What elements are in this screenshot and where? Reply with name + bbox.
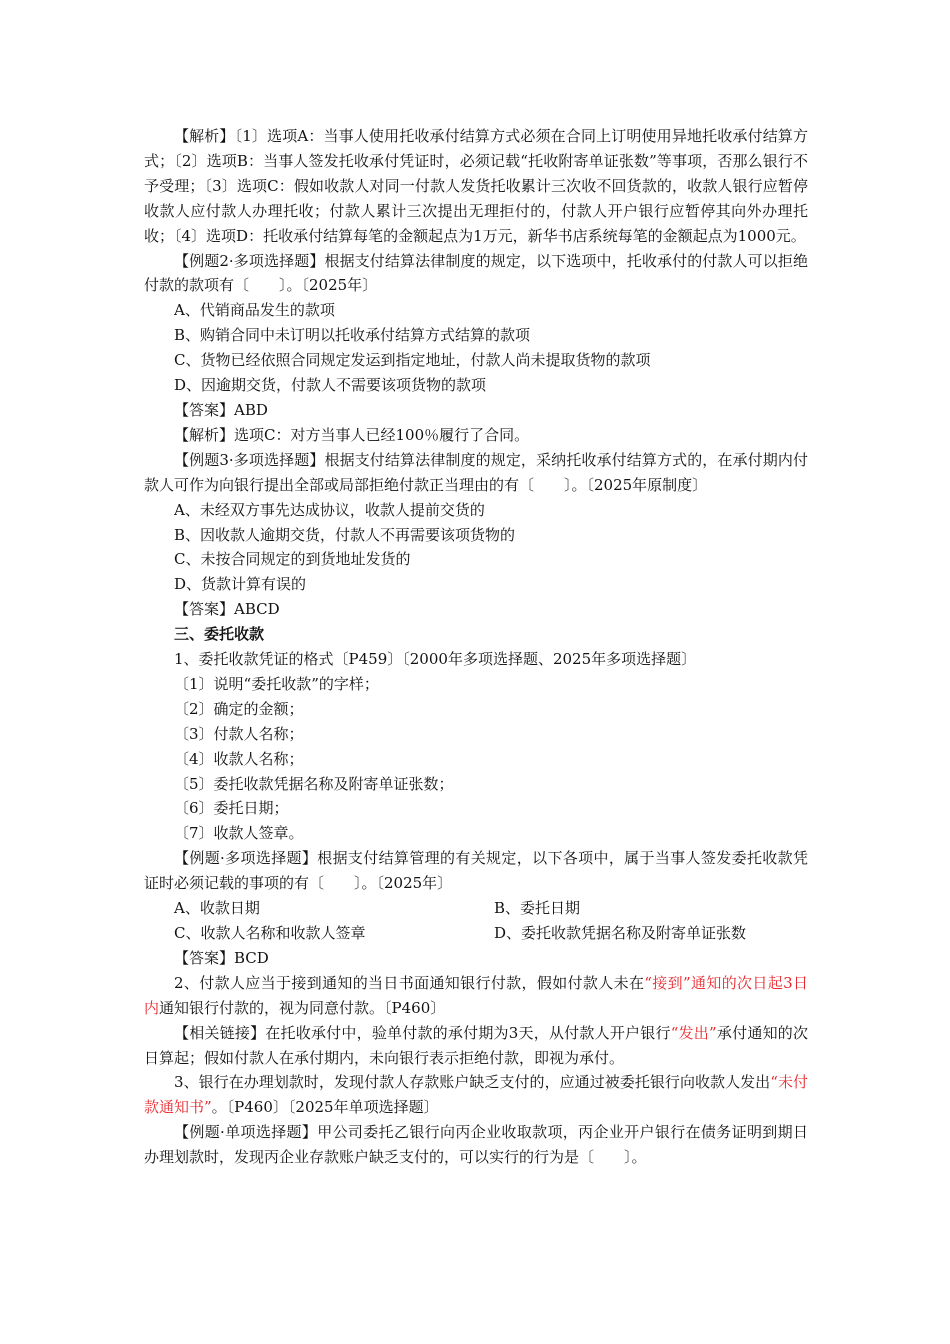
example-4-option-b: B、委托日期	[494, 899, 581, 918]
example-5-question: 【例题·单项选择题】甲公司委托乙银行向丙企业收取款项，丙企业开户银行在债务证明到期日办理划款时，发现丙企业存款账户缺乏支付的，可以实行的行为是〔 〕。	[144, 1123, 808, 1167]
example-2-option-b: B、购销合同中未订明以托收承付结算方式结算的款项	[174, 326, 531, 345]
section-heading: 三、委托收款	[174, 625, 265, 644]
item-3-text-pre: 3、银行在办理划款时，发现付款人存款账户缺乏支付的，应通过被委托银行向收款人发出	[174, 1073, 771, 1092]
example-4-option-a: A、收款日期	[174, 899, 260, 918]
example-3-answer: 【答案】ABCD	[174, 600, 280, 619]
example-2-answer: 【答案】ABD	[174, 400, 268, 419]
example-4-option-d: D、委托收款凭据名称及附寄单证张数	[494, 924, 747, 942]
item-3-highlight: “未付款通知书”	[144, 1073, 808, 1117]
example-3-option-d: D、货款计算有误的	[174, 575, 307, 594]
item-1-list-item: 〔7〕收款人签章。	[174, 824, 304, 843]
example-3-option-b: B、因收款人逾期交货，付款人不再需要该项货物的	[174, 525, 516, 544]
item-2-paragraph	[144, 971, 808, 1021]
item-2-highlight: “接到”通知的次日起3日内	[144, 973, 808, 1017]
item-1-list-item: 〔1〕说明“委托收款”的字样；	[174, 674, 379, 693]
example-4-options-row-1	[144, 896, 808, 921]
related-link-paragraph	[144, 1021, 808, 1071]
example-2-option-d: D、因逾期交货，付款人不需要该项货物的款项	[174, 376, 487, 395]
item-1-list-item: 〔5〕委托收款凭据名称及附寄单证张数；	[174, 774, 454, 793]
example-2-option-a: A、代销商品发生的款项	[174, 301, 335, 320]
item-1-title: 1、委托收款凭证的格式〔P459〕〔2000年多项选择题、2025年多项选择题〕	[174, 650, 697, 669]
example-4-option-c: C、收款人名称和收款人签章	[174, 924, 366, 942]
item-3-text-post: 。〔P460〕〔2025年单项选择题〕	[211, 1098, 439, 1117]
example-4-question: 【例题·多项选择题】根据支付结算管理的有关规定，以下各项中，属于当事人签发委托收款凭证时必须记载的事项的有〔 〕。〔2025年〕	[144, 849, 808, 893]
example-2-analysis: 【解析】选项C：对方当事人已经100％履行了合同。	[174, 425, 530, 444]
example-3-option-c: C、未按合同规定的到货地址发货的	[174, 550, 411, 569]
related-link-text-pre: 【相关链接】在托收承付中，验单付款的承付期为3天，从付款人开户银行	[174, 1023, 671, 1042]
analysis-paragraph: 【解析】〔1〕选项A：当事人使用托收承付结算方式必须在合同上订明使用异地托收承付结算方式；〔2〕选项B：当事人签发托收承付凭证时，必须记载“托收附寄单证张数”等事项，否那么银行不予受理；〔3〕选项C：假如收款人对同一付款人发货托收累计三次收不回货款的，收款人银行应暂停收款人应付款人办理托收；付款人累计三次提出无理拒付的，付款人开户银行应暂停其向外办理托收；〔4〕选项D：托收承付结算每笔的金额起点为1万元，新华书店系统每笔的金额起点为1000元。	[144, 127, 808, 245]
item-1-list-item: 〔2〕确定的金额；	[174, 699, 304, 718]
related-link-highlight: “发出”	[670, 1023, 717, 1042]
item-2-text-post: 通知银行付款的，视为同意付款。〔P460〕	[159, 998, 446, 1017]
document-body	[144, 124, 808, 1170]
item-3-paragraph	[144, 1070, 808, 1120]
example-2-option-c: C、货物已经依照合同规定发运到指定地址，付款人尚未提取货物的款项	[174, 351, 651, 370]
item-1-list-item: 〔4〕收款人名称；	[174, 749, 304, 768]
example-4-options-row-2	[144, 921, 808, 946]
example-3-option-a: A、未经双方事先达成协议，收款人提前交货的	[174, 500, 485, 519]
item-1-list-item: 〔6〕委托日期；	[174, 799, 289, 818]
example-4-answer: 【答案】BCD	[174, 948, 269, 967]
example-3-question: 【例题3·多项选择题】根据支付结算法律制度的规定，采纳托收承付结算方式的，在承付期内付款人可作为向银行提出全部或局部拒绝付款正当理由的有〔 〕。〔2025年原制度〕	[144, 450, 808, 494]
example-2-question: 【例题2·多项选择题】根据支付结算法律制度的规定，以下选项中，托收承付的付款人可以拒绝付款的款项有〔 〕。〔2025年〕	[144, 251, 808, 295]
item-1-list-item: 〔3〕付款人名称；	[174, 724, 304, 743]
item-2-text-pre: 2、付款人应当于接到通知的当日书面通知银行付款，假如付款人未在	[174, 973, 645, 992]
related-link-text-post: 承付通知的次日算起；假如付款人在承付期内，未向银行表示拒绝付款，即视为承付。	[144, 1023, 809, 1067]
